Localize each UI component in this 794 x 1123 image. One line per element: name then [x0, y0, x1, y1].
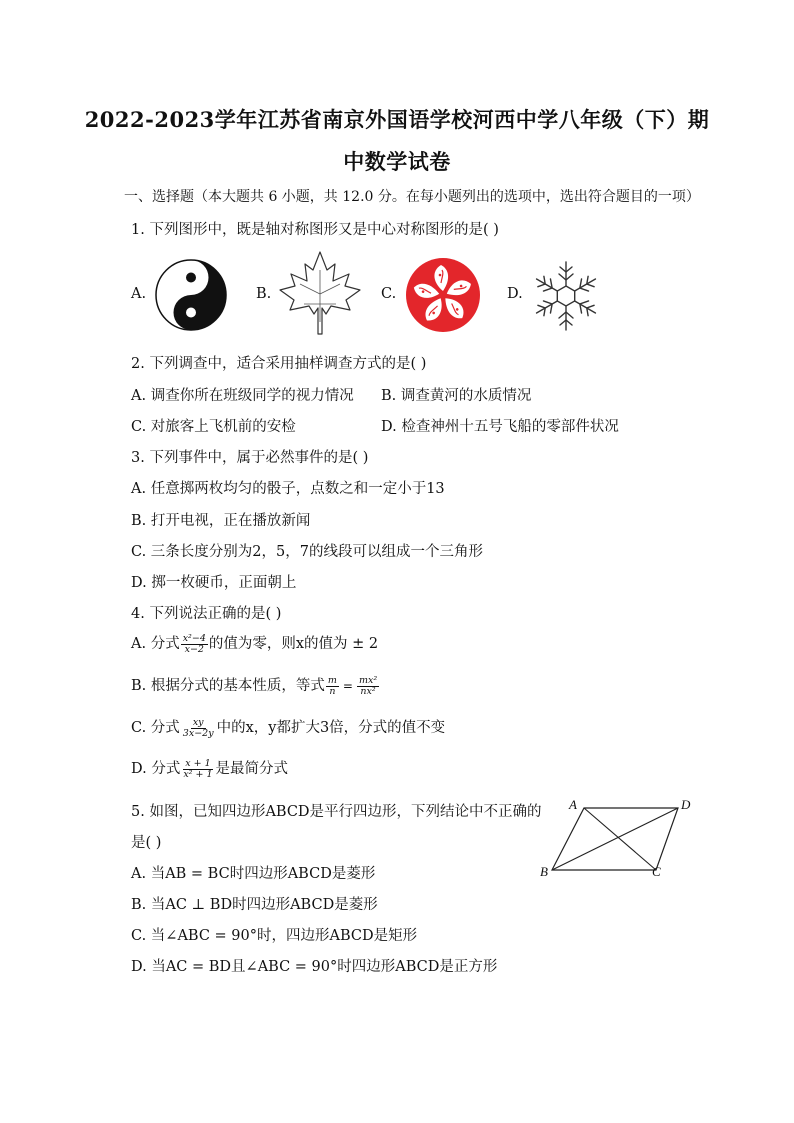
- q4-a-suffix: 的值为零，则x的值为 ± 2: [208, 636, 379, 652]
- q5-option-a: A. 当AB = BC时四边形ABCD是菱形: [131, 866, 376, 882]
- vertex-d-label: D: [681, 797, 691, 812]
- q2-stem: 2. 下列调查中，适合采用抽样调查方式的是( ): [131, 356, 427, 372]
- q5-stem-line-1: 5. 如图，已知四边形ABCD是平行四边形，下列结论中不正确的: [131, 804, 542, 820]
- q4-a-numerator: x²−4: [182, 632, 206, 644]
- q3-option-d: D. 掷一枚硬币，正面朝上: [131, 575, 297, 591]
- vertex-c-label: C: [652, 864, 661, 879]
- q1-option-a-label: A.: [131, 286, 147, 302]
- snowflake-icon: [528, 258, 604, 334]
- q4-b-fraction-1: [326, 676, 339, 697]
- q4-option-d: [131, 757, 288, 779]
- vertex-a-label: A: [569, 797, 577, 812]
- vertex-b-label: B: [540, 864, 548, 879]
- q5-option-b: B. 当AC ⊥ BD时四边形ABCD是菱形: [131, 897, 378, 913]
- q4-c-numerator: xy: [192, 716, 204, 728]
- q4-b-fraction-2: [357, 676, 379, 697]
- q4-stem: 4. 下列说法正确的是( ): [131, 606, 282, 622]
- q2-option-c: C. 对旅客上飞机前的安检: [131, 419, 296, 435]
- q4-b-f1-numerator: m: [327, 674, 337, 686]
- q4-d-prefix: D. 分式: [131, 761, 181, 777]
- q3-option-b: B. 打开电视，正在播放新闻: [131, 513, 311, 529]
- q3-stem: 3. 下列事件中，属于必然事件的是( ): [131, 450, 369, 466]
- q1-stem: 1. 下列图形中，既是轴对称图形又是中心对称图形的是( ): [131, 222, 499, 238]
- q4-c-fraction: [181, 718, 216, 739]
- q4-d-suffix: 是最简分式: [215, 761, 289, 777]
- q2-option-a: A. 调查你所在班级同学的视力情况: [131, 388, 354, 404]
- q3-option-c: C. 三条长度分别为2，5，7的线段可以组成一个三角形: [131, 544, 483, 560]
- q4-option-a: [131, 632, 378, 654]
- q4-c-denominator: 3x−2y: [182, 727, 214, 739]
- q4-d-denominator: x² + 1: [183, 768, 213, 780]
- q4-c-prefix: C. 分式: [131, 720, 180, 736]
- q4-option-c: [131, 716, 445, 738]
- q1-option-c-label: C.: [381, 286, 397, 302]
- parallelogram-figure: [536, 794, 702, 886]
- q4-d-numerator: x + 1: [185, 757, 211, 769]
- q5-stem-line-2: 是( ): [131, 835, 162, 851]
- q5-option-c: C. 当∠ABC = 90°时，四边形ABCD是矩形: [131, 928, 418, 944]
- q4-a-fraction: [181, 634, 208, 655]
- q4-c-suffix: 中的x，y都扩大3倍，分式的值不变: [216, 720, 446, 736]
- q2-option-b: B. 调查黄河的水质情况: [381, 388, 532, 404]
- diagonal-ac: [584, 808, 656, 870]
- q4-d-fraction: [181, 759, 214, 780]
- q5-option-d: D. 当AC = BD且∠ABC = 90°时四边形ABCD是正方形: [131, 959, 498, 975]
- q4-b-equals: =: [342, 679, 353, 693]
- q4-b-f2-denominator: nx²: [360, 685, 376, 697]
- section-heading: 一、选择题（本大题共 6 小题，共 12.0 分。在每小题列出的选项中，选出符合题目的一项）: [124, 189, 700, 205]
- q4-a-prefix: A. 分式: [131, 636, 180, 652]
- q1-option-b-label: B.: [256, 286, 272, 302]
- q4-a-denominator: x−2: [184, 643, 204, 655]
- q4-option-b: [131, 674, 380, 696]
- exam-title-line-2: 中数学试卷: [343, 149, 451, 174]
- q4-b-f2-numerator: mx²: [358, 674, 378, 686]
- q4-b-prefix: B. 根据分式的基本性质，等式: [131, 678, 325, 694]
- q4-b-f1-denominator: n: [329, 685, 336, 697]
- q2-option-d: D. 检查神州十五号飞船的零部件状况: [381, 419, 619, 435]
- q3-option-a: A. 任意掷两枚均匀的骰子，点数之和一定小于13: [131, 481, 445, 497]
- exam-title-line-1: 2022-2023学年江苏省南京外国语学校河西中学八年级（下）期: [84, 107, 710, 132]
- bauhinia-flag-icon: [405, 257, 481, 333]
- yin-yang-icon: [154, 258, 228, 332]
- maple-leaf-icon: [276, 250, 364, 336]
- q1-option-d-label: D.: [507, 286, 523, 302]
